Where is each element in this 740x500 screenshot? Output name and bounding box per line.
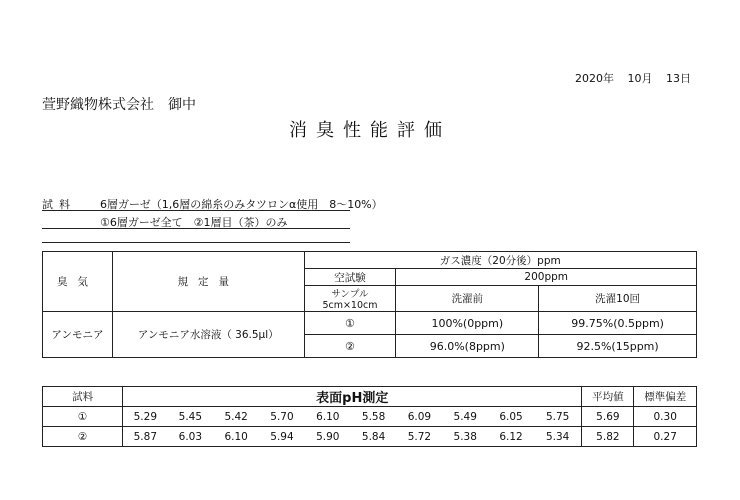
gas-concentration-header: ガス濃度（20分後）ppm	[304, 252, 696, 269]
ph-value: 6.10	[213, 427, 259, 447]
amount-header: 規定量	[112, 252, 304, 312]
ph-average: 5.82	[582, 427, 634, 447]
after-wash-header: 洗濯10回	[539, 286, 697, 312]
ph-value: 6.09	[397, 407, 443, 427]
sample-description-line1: 6層ガーゼ（1,6層の綿糸のみタツロンα使用 8～10%）	[100, 198, 383, 211]
addressee: 萱野織物株式会社 御中	[42, 97, 196, 113]
ph-value: 5.49	[442, 407, 488, 427]
ph-value: 5.29	[123, 407, 168, 427]
report-date: 2020年 10月 13日	[575, 72, 691, 85]
blank-test-label: 空試験	[304, 269, 396, 286]
ph-value: 6.10	[305, 407, 351, 427]
row-id: ②	[304, 335, 396, 358]
ph-row-id: ①	[43, 407, 123, 427]
ph-value: 6.03	[167, 427, 213, 447]
sample-description-line2: ①6層ガーゼ全て ②1層目（茶）のみ	[100, 216, 288, 229]
after-wash-value: 99.75%(0.5ppm)	[539, 312, 697, 335]
ph-value: 5.34	[534, 427, 582, 447]
ph-value: 5.94	[259, 427, 305, 447]
ph-value: 6.05	[488, 407, 534, 427]
page-title: 消臭性能評価	[289, 120, 451, 141]
ph-value: 5.70	[259, 407, 305, 427]
ph-std-dev: 0.27	[634, 427, 697, 447]
before-wash-header: 洗濯前	[396, 286, 539, 312]
underline-1	[42, 210, 350, 211]
ph-value: 5.90	[305, 427, 351, 447]
deodorization-table	[42, 251, 697, 358]
ph-sample-header: 試料	[43, 387, 123, 407]
ph-value: 5.42	[213, 407, 259, 427]
ph-value: 5.38	[442, 427, 488, 447]
odor-name: アンモニア	[43, 312, 113, 358]
blank-test-value: 200ppm	[396, 269, 697, 286]
underline-3	[42, 242, 350, 243]
before-wash-value: 100%(0ppm)	[396, 312, 539, 335]
ph-std-dev: 0.30	[634, 407, 697, 427]
table-row	[43, 427, 697, 447]
ph-title: 表面pH測定	[123, 387, 582, 407]
underline-2	[42, 228, 350, 229]
after-wash-value: 92.5%(15ppm)	[539, 335, 697, 358]
ph-value: 6.12	[488, 427, 534, 447]
ph-value: 5.87	[123, 427, 168, 447]
odor-header: 臭気	[43, 252, 113, 312]
ph-table	[42, 386, 697, 447]
table-row	[43, 407, 697, 427]
ph-row-id: ②	[43, 427, 123, 447]
std-dev-header: 標準偏差	[634, 387, 697, 407]
row-id: ①	[304, 312, 396, 335]
ph-average: 5.69	[582, 407, 634, 427]
ph-value: 5.72	[397, 427, 443, 447]
ph-value: 5.58	[351, 407, 397, 427]
average-header: 平均値	[582, 387, 634, 407]
ph-value: 5.45	[167, 407, 213, 427]
before-wash-value: 96.0%(8ppm)	[396, 335, 539, 358]
ph-value: 5.75	[534, 407, 582, 427]
ph-value: 5.84	[351, 427, 397, 447]
sample-size-label: サンプル5cm×10cm	[304, 286, 396, 312]
specified-amount: アンモニア水溶液（ 36.5μl）	[112, 312, 304, 358]
sample-label: 試料	[42, 198, 76, 211]
